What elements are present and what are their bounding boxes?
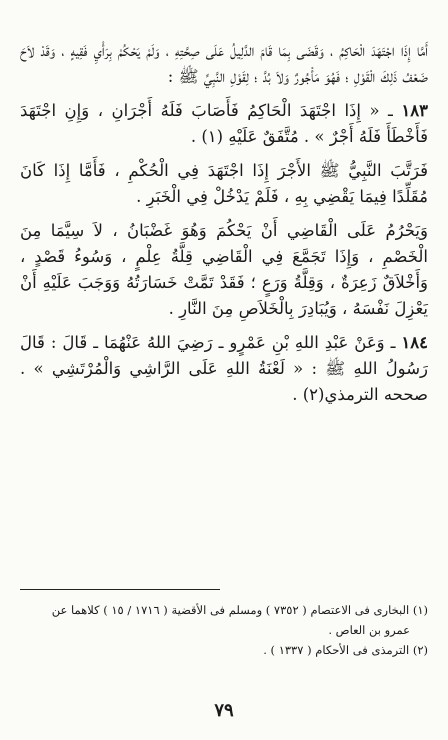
footnote-1: (١) البخارى فى الاعتصام ( ٧٣٥٢ ) ومسلم فى الأقضية ( ١٧١٦ / ١٥ ) كلاهما عن xyxy=(51,603,428,617)
hadith-183 xyxy=(20,98,428,150)
hadith-184 xyxy=(20,330,428,408)
text-line: ـ وَعَنْ عَبْدِ اللهِ بْنِ عَمْرٍو ـ رَضِيَ اللهُ عَنْهُمَا ـ قَالَ : قَالَ xyxy=(20,333,396,352)
text-line: يَحْكُمْ بِرَأْيِ فَقِيهٍ ، وَقَدْ لاَحَ ضَعْفُ ذَلِكَ الْقَوْلِ ؛ فَهُوَ مَأْجُورٌ وَلاَ بُدَّ ؛ xyxy=(20,41,428,86)
main-text xyxy=(20,38,428,408)
text-line: يَقْضِي بِهِ ، فَلَمْ يَدْخُلْ فِي الْخَبَرِ . xyxy=(136,187,355,206)
text-line: أَمَّا إِذَا اجْتَهَدَ الْحَاكِمُ ، وَقَضَى بِمَا قَامَ الدَّلِيلُ عَلَى صِحَّتِهِ ، وَلَمْ xyxy=(146,41,429,60)
page-number: ٧٩ xyxy=(214,700,234,721)
text-line: ـ « إِذَا اجْتَهَدَ الْحَاكِمُ فَأَصَابَ فَلَهُ أَجْرَانِ ، وَإِنِ اجْتَهَدَ فَأَخْطَأَ xyxy=(20,101,428,146)
text-line: وَيَحْرُمُ عَلَى الْقَاضِي أَنْ يَحْكُمَ وَهُوَ غَضْبَانُ ، لاَ سِيَّمَا مِنَ الْخَصْمِ ، xyxy=(20,221,428,266)
text-line: وَإِذَا تَجَمَّعَ فِي الْقَاضِي قِلَّةُ عِلْمٍ ، وَسُوءُ قَصْدٍ ، وَأَخْلاَقٌ زَعِرَةٌ ، وَقِلَّةُ xyxy=(20,247,428,292)
paragraph-judge xyxy=(20,218,428,322)
footnotes xyxy=(20,600,428,660)
paragraph-commentary xyxy=(20,158,428,210)
hadith-number: ١٨٤ xyxy=(401,333,428,352)
footnote-1-continuation: عمرو بن العاص . xyxy=(328,623,410,637)
text-line: مِنَ النَّارِ . xyxy=(168,299,234,318)
text-line: فَرَتَّبَ النَّبِيُّ ﷺ الأَجْرَ إِذَا اجْتَهَدَ فِي الْحُكْمِ ، فَأَمَّا إِذَا كَانَ مُقَلِّدًا فِيمَا xyxy=(20,161,428,206)
text-line: وَرَعٍ ؛ فَقَدْ تَمَّتْ خَسَارَتُهُ وَوَجَبَ عَلَيْهِ أَنْ يَعْزِلَ نَفْسَهُ ، وَيُبَادِرَ بِالْخَلاَصِ xyxy=(20,273,428,318)
footnote-divider xyxy=(20,589,220,590)
text-line: رَسُولُ اللهِ ﷺ : « لَعْنَةُ اللهِ عَلَى الرَّاشِي وَالْمُرْتَشِي » . صححه الترمذي(٢) . xyxy=(20,359,428,404)
hadith-number: ١٨٣ xyxy=(401,101,428,120)
footnote-2: (٢) الترمذى فى الأحكام ( ١٣٣٧ ) . xyxy=(263,643,428,657)
text-line: فَلَهُ أَجْرٌ » . مُتَّفَقٌ عَلَيْهِ (١) . xyxy=(190,127,382,146)
text-line: لِقَوْلِ النَّبِيِّ ﷺ : xyxy=(167,67,249,86)
paragraph-intro xyxy=(20,38,428,90)
